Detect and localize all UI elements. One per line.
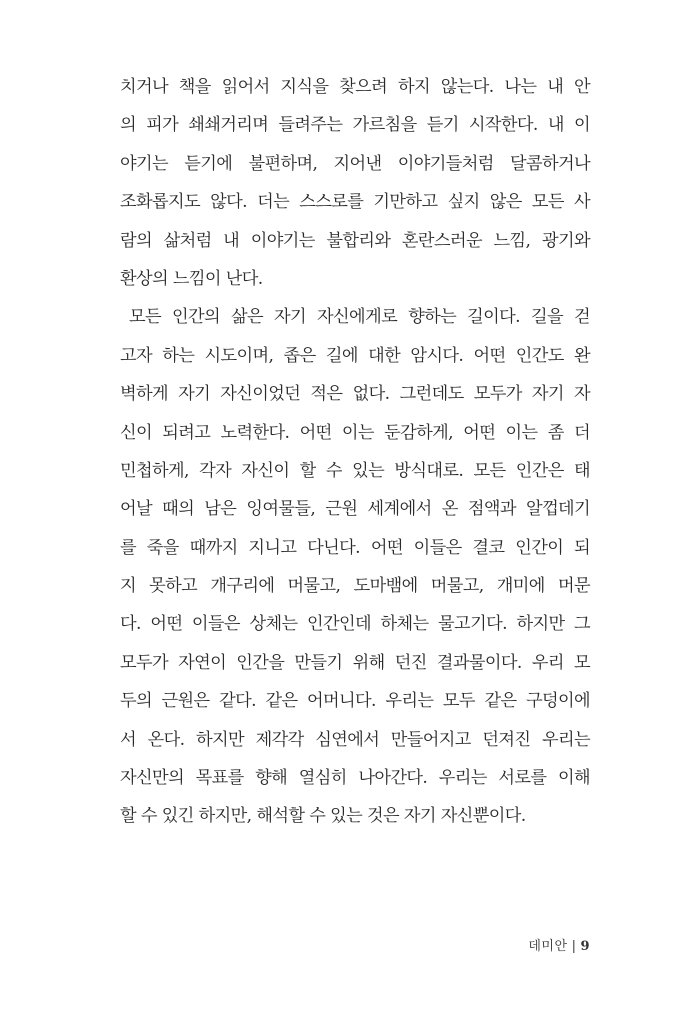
running-title: 데미안	[528, 939, 568, 954]
text-line: 모두가 자연이 인간을 만들기 위해 던진 결과물이다. 우리 모	[120, 652, 590, 673]
text-line: 민첩하게, 각자 자신이 할 수 있는 방식대로. 모든 인간은 태	[120, 460, 590, 481]
text-line: 람의 삶처럼 내 이야기는 불합리와 혼란스러운 느낌, 광기와	[120, 230, 590, 251]
text-line: 조화롭지도 않다. 더는 스스로를 기만하고 싶지 않은 모든 사	[120, 192, 590, 213]
page-footer	[528, 935, 590, 954]
text-line: 지 못하고 개구리에 머물고, 도마뱀에 머물고, 개미에 머문	[120, 576, 590, 597]
footer-separator: |	[571, 939, 577, 954]
text-line: 할 수 있긴 하지만, 해석할 수 있는 것은 자기 자신뿐이다.	[120, 806, 526, 827]
text-line: 를 죽을 때까지 지니고 다닌다. 어떤 이들은 결코 인간이 되	[120, 537, 590, 558]
text-line: 다. 어떤 이들은 상체는 인간인데 하체는 물고기다. 하지만 그	[120, 614, 590, 635]
page-number: 9	[580, 939, 590, 954]
text-line: 벽하게 자기 자신이었던 적은 없다. 그런데도 모두가 자기 자	[120, 384, 590, 405]
body-text	[120, 68, 590, 836]
text-line: 신이 되려고 노력한다. 어떤 이는 둔감하게, 어떤 이는 좀 더	[120, 422, 590, 443]
text-line: 고자 하는 시도이며, 좁은 길에 대한 암시다. 어떤 인간도 완	[120, 345, 590, 366]
text-line: 두의 근원은 같다. 같은 어머니다. 우리는 모두 같은 구덩이에	[120, 691, 590, 712]
text-line: 모든 인간의 삶은 자기 자신에게로 향하는 길이다. 길을 걷	[129, 307, 590, 328]
text-line: 치거나 책을 읽어서 지식을 찾으려 하지 않는다. 나는 내 안	[120, 77, 590, 97]
text-line: 야기는 듣기에 불편하며, 지어낸 이야기들처럼 달콤하거나	[120, 153, 590, 174]
text-line: 의 피가 쇄쇄거리며 들려주는 가르침을 듣기 시작한다. 내 이	[120, 115, 590, 136]
text-line: 서 온다. 하지만 제각각 심연에서 만들어지고 던져진 우리는	[120, 729, 590, 750]
text-line: 자신만의 목표를 향해 열심히 나아간다. 우리는 서로를 이해	[120, 768, 590, 789]
text-line: 환상의 느낌이 난다.	[120, 268, 263, 289]
text-line: 어날 때의 남은 잉여물들, 근원 세계에서 온 점액과 알껍데기	[120, 499, 590, 520]
